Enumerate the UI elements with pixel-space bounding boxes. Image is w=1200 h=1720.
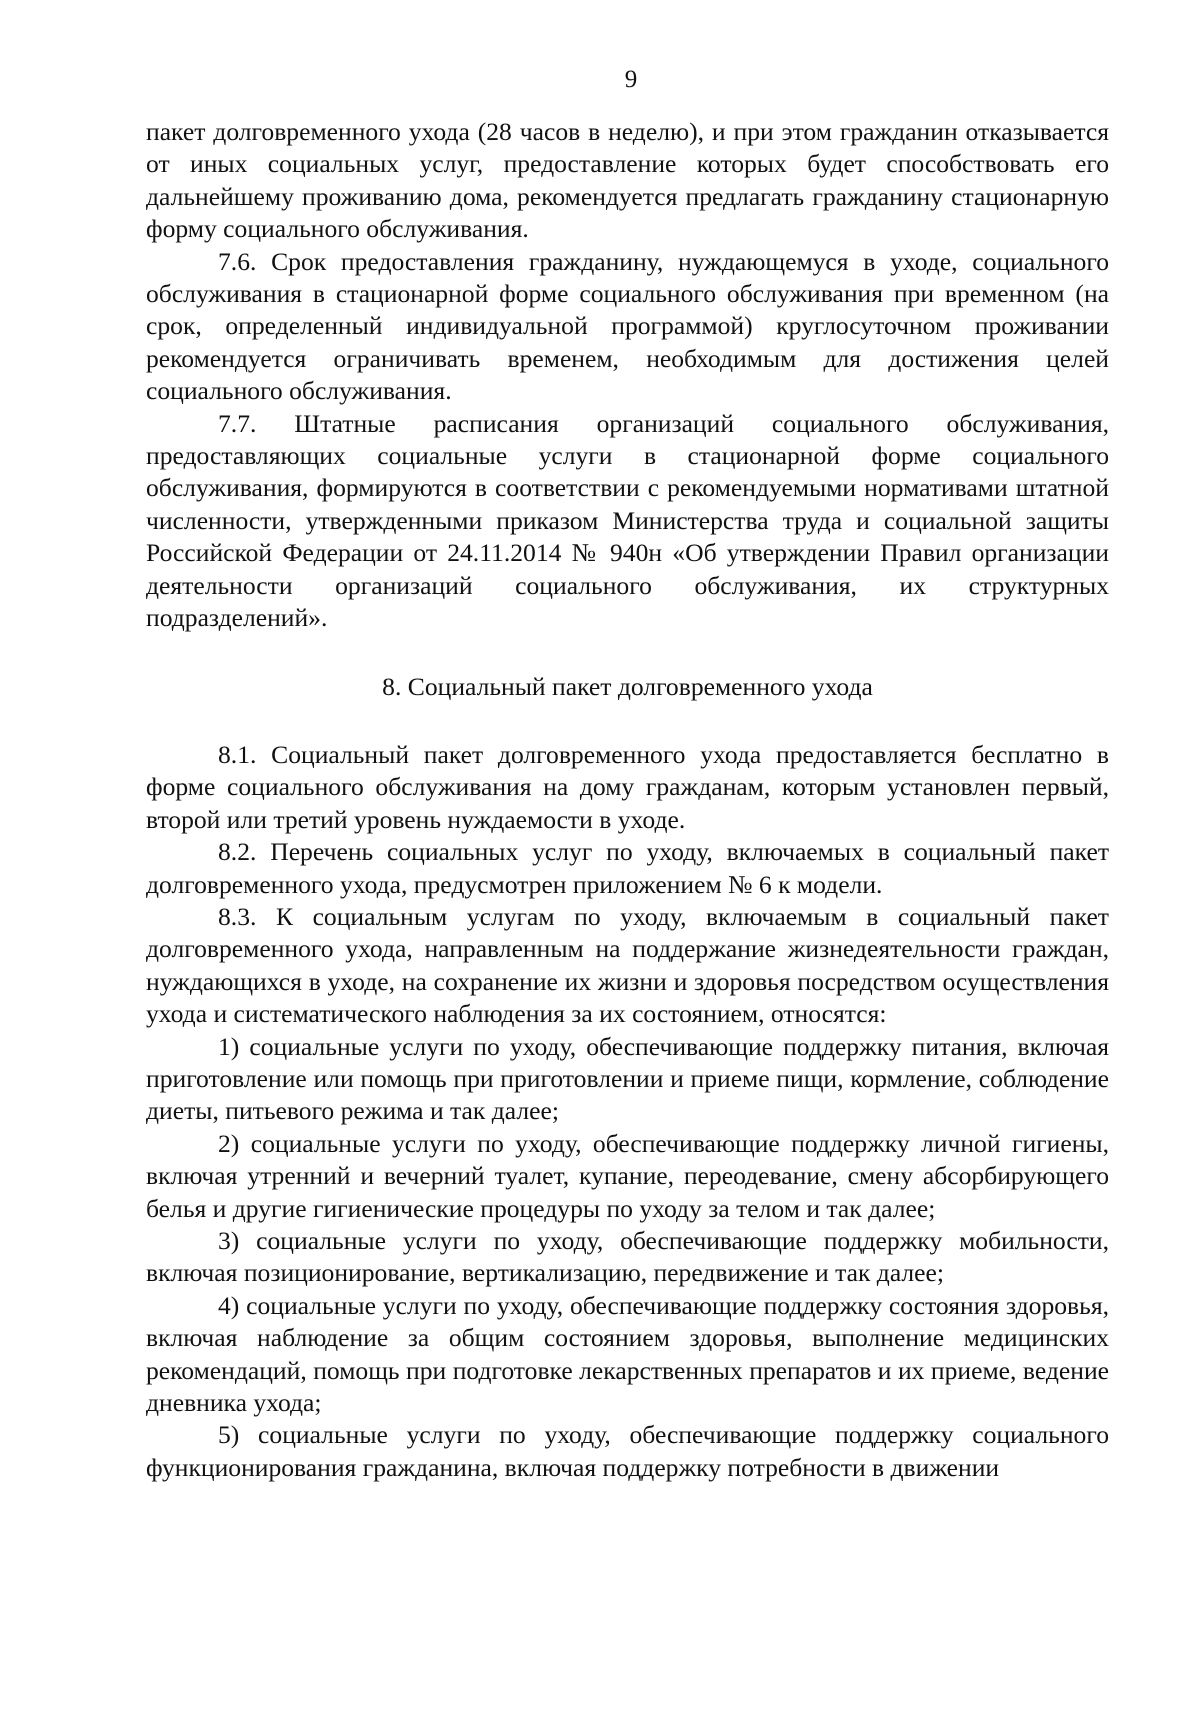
paragraph-7-7: 7.7. Штатные расписания организаций социального обслуживания, предоставляющих социальные услуги в стационарной форме социального обслуживания, формируются в соответствии с рекомендуемыми нормативами штатной численности, утвержденными приказом Министерства труда и социальной защиты Российской Федерации от 24.11.2014 № 940н «Об утверждении Правил организации деятельности организаций социального обслуживания, их структурных подразделений». xyxy=(146,408,1109,633)
list-item-4: 4) социальные услуги по уходу, обеспечивающие поддержку состояния здоровья, включая наблюдение за общим состоянием здоровья, выполнение медицинских рекомендаций, помощь при подготовке лекарственных препаратов и их приеме, ведение дневника ухода; xyxy=(146,1290,1109,1418)
list-item-2: 2) социальные услуги по уходу, обеспечивающие поддержку личной гигиены, включая утренний и вечерний туалет, купание, переодевание, смену абсорбирующего белья и другие гигиенические процедуры по уходу за телом и так далее; xyxy=(146,1128,1109,1223)
document-body xyxy=(146,116,1109,1484)
paragraph-8-2: 8.2. Перечень социальных услуг по уходу, включаемых в социальный пакет долговременного ухода, предусмотрен приложением № 6 к модели. xyxy=(146,837,1109,899)
paragraph-7-6: 7.6. Срок предоставления гражданину, нуждающемуся в уходе, социального обслуживания в стационарной форме социального обслуживания при временном (на срок, определенный индивидуальной программой) круглосуточном проживании рекомендуется ограничивать временем, необходимым для достижения целей социального обслуживания. xyxy=(146,246,1109,406)
list-item-1: 1) социальные услуги по уходу, обеспечивающие поддержку питания, включая приготовление или помощь при приготовлении и приеме пищи, кормление, соблюдение диеты, питьевого режима и так далее; xyxy=(146,1031,1109,1126)
section-heading-8: 8. Социальный пакет долговременного ухода xyxy=(382,671,873,701)
paragraph-8-3: 8.3. К социальным услугам по уходу, включаемым в социальный пакет долговременного ухода, направленным на поддержание жизнедеятельности граждан, нуждающихся в уходе, на сохранение их жизни и здоровья посредством осуществления ухода и систематического наблюдения за их состоянием, относятся: xyxy=(146,901,1109,1029)
paragraph-8-1: 8.1. Социальный пакет долговременного ухода предоставляется бесплатно в форме социального обслуживания на дому гражданам, которым установлен первый, второй или третий уровень нуждаемости в уходе. xyxy=(146,739,1109,834)
list-item-3: 3) социальные услуги по уходу, обеспечивающие поддержку мобильности, включая позиционирование, вертикализацию, передвижение и так далее; xyxy=(146,1226,1109,1288)
list-item-5: 5) социальные услуги по уходу, обеспечивающие поддержку социального функционирования гражданина, включая поддержку потребности в движении xyxy=(146,1420,1109,1482)
paragraph-7-5-continuation: пакет долговременного ухода (28 часов в неделю), и при этом гражданин отказывается от иных социальных услуг, предоставление которых будет способствовать его дальнейшему проживанию дома, рекомендуется предлагать гражданину стационарную форму социального обслуживания. xyxy=(146,117,1109,244)
page-number: 9 xyxy=(624,66,638,93)
